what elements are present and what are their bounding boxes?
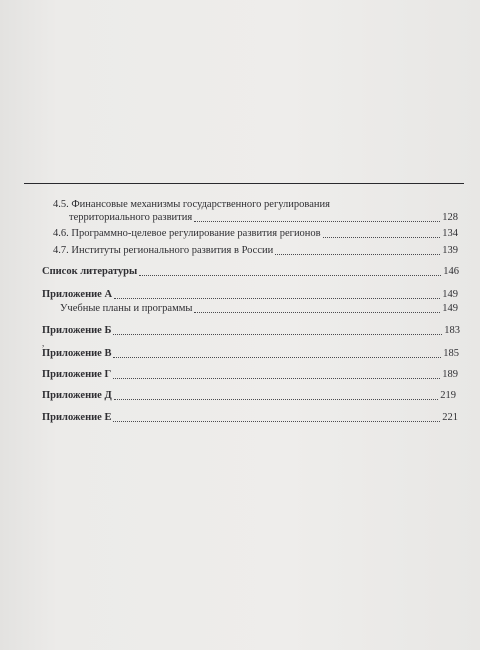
dot-leader <box>113 333 442 335</box>
toc-entry-label: территориального развития <box>69 212 193 223</box>
toc-entry-label: Приложение Б <box>42 325 112 336</box>
toc-page-number: 149 <box>442 303 458 314</box>
toc-entry-4-5-line1: 4.5. Финансовые механизмы государственного регулирования <box>53 199 330 210</box>
dot-leader <box>113 356 441 358</box>
toc-entry-4-5[interactable] <box>69 212 458 224</box>
toc-entry-appendix-g[interactable] <box>42 369 458 381</box>
toc-page-number: 189 <box>442 369 458 380</box>
toc-entry-label: Список литературы <box>42 266 138 277</box>
dot-leader <box>113 377 440 379</box>
toc-page-number: 128 <box>442 212 458 223</box>
toc-entry-label: Приложение Д <box>42 390 112 401</box>
dot-leader <box>194 220 440 222</box>
toc-page-number: 185 <box>443 348 459 359</box>
toc-entry-label: Учебные планы и программы <box>60 303 193 314</box>
toc-page-number: 183 <box>444 325 460 336</box>
dot-leader <box>323 236 441 238</box>
toc-entry-appendix-d[interactable] <box>42 390 456 402</box>
toc-entry-label: Приложение В <box>42 348 112 359</box>
toc-entry-label: Приложение Е <box>42 412 112 423</box>
dot-leader <box>275 253 440 255</box>
dot-leader <box>194 311 440 313</box>
toc-entry-curricula[interactable] <box>60 303 458 315</box>
stray-mark: , <box>42 338 45 348</box>
toc-entry-label: Приложение Г <box>42 369 112 380</box>
toc-entry-appendix-e[interactable] <box>42 412 458 424</box>
dot-leader <box>139 274 441 276</box>
toc-entry-appendix-a[interactable] <box>42 289 458 301</box>
dot-leader <box>114 297 440 299</box>
dot-leader <box>114 398 439 400</box>
toc-entry-label: Приложение А <box>42 289 113 300</box>
toc-page-number: 219 <box>440 390 456 401</box>
toc-entry-references[interactable] <box>42 266 459 278</box>
toc-entry-appendix-b[interactable] <box>42 325 460 337</box>
toc-entry-4-6[interactable] <box>53 228 458 240</box>
toc-entry-4-7[interactable] <box>53 245 458 257</box>
toc-entry-appendix-v[interactable] <box>42 348 459 360</box>
toc-page-number: 149 <box>442 289 458 300</box>
toc-page-number: 221 <box>442 412 458 423</box>
toc-entry-label: 4.6. Программно-целевое регулирование развития регионов <box>53 228 321 239</box>
toc-page-number: 139 <box>442 245 458 256</box>
toc-entry-label: 4.7. Институты регионального развития в России <box>53 245 274 256</box>
dot-leader <box>113 420 440 422</box>
toc-page-number: 134 <box>442 228 458 239</box>
toc-page-number: 146 <box>443 266 459 277</box>
